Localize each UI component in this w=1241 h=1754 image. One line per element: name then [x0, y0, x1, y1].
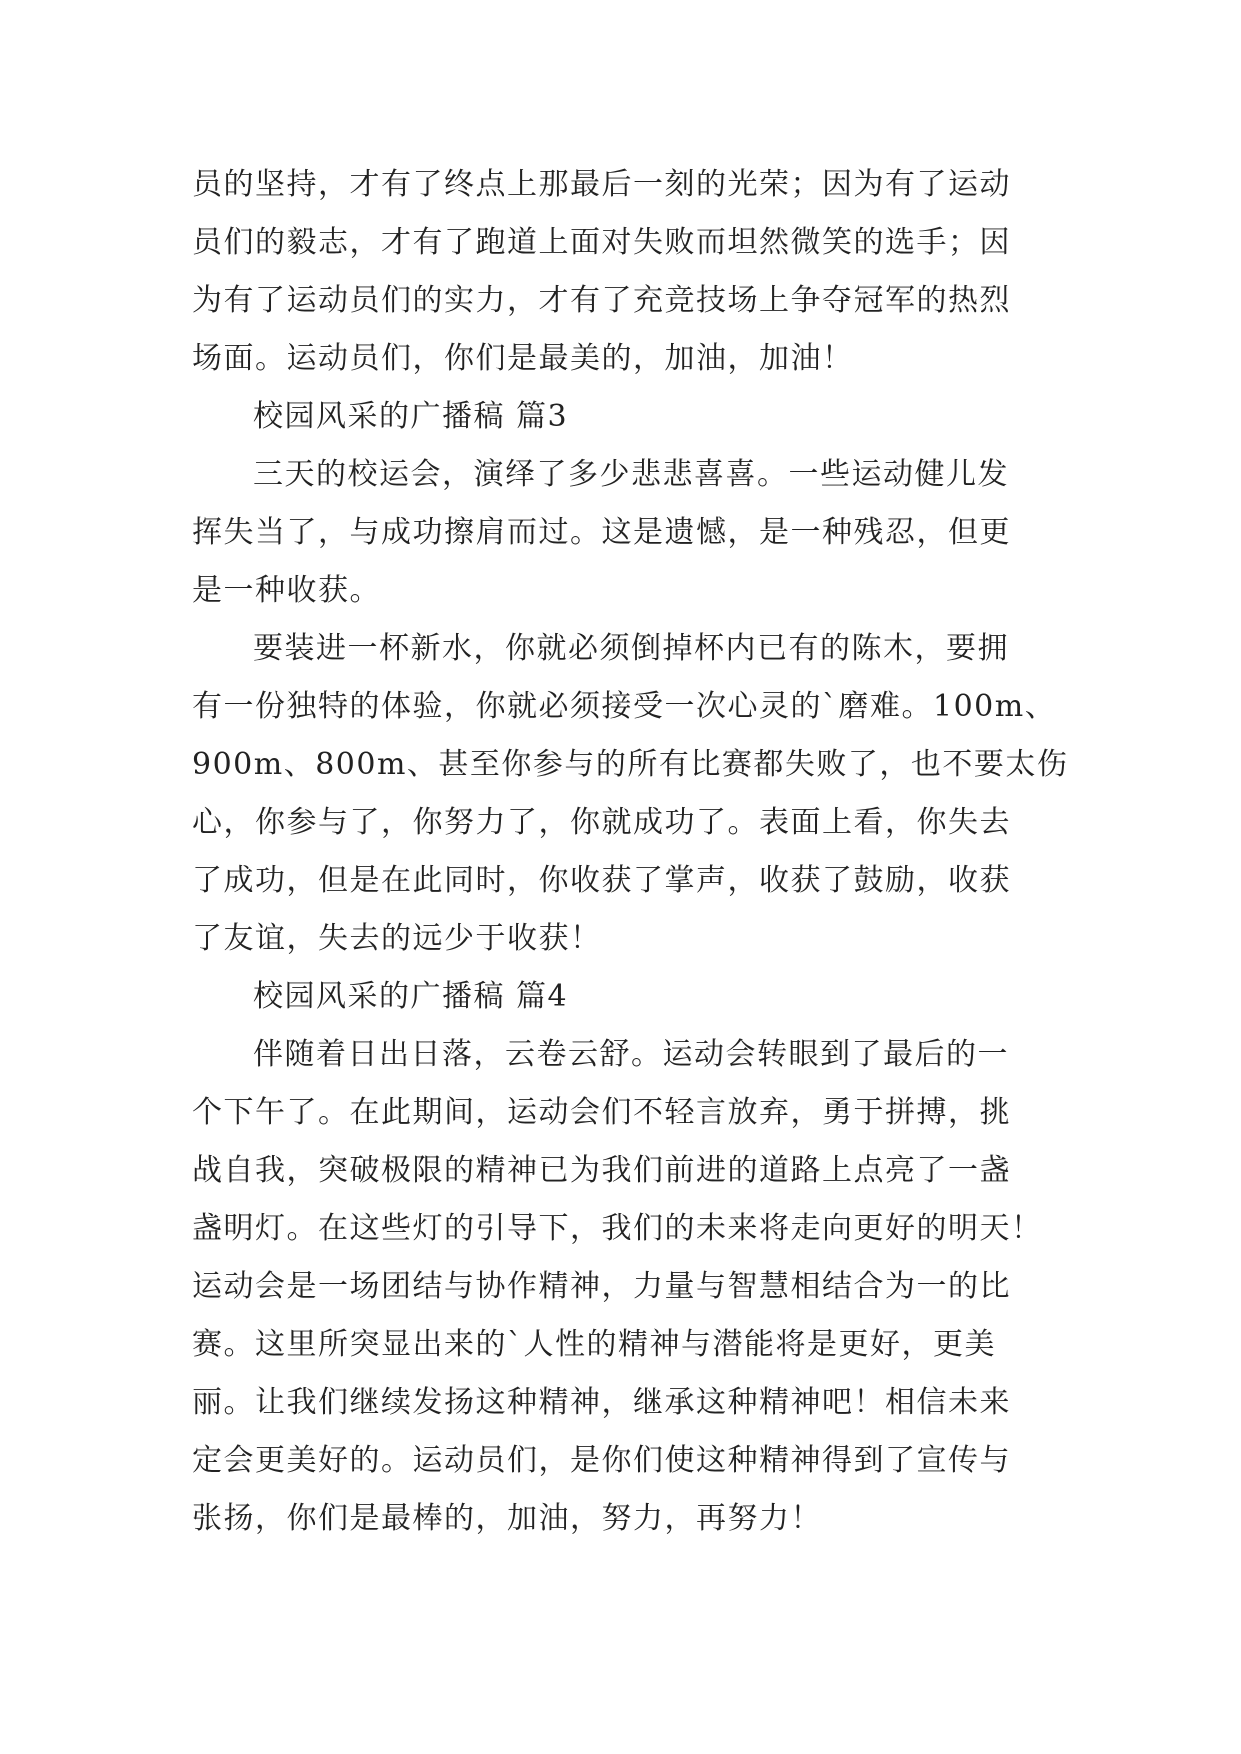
text-line: 要装进一杯新水，你就必须倒掉杯内已有的陈木，要拥 — [253, 631, 1009, 666]
text-line: 员的坚持，才有了终点上那最后一刻的光荣；因为有了运动 — [192, 167, 1011, 202]
text-line: 盏明灯。在这些灯的引导下，我们的未来将走向更好的明天！ — [192, 1211, 1043, 1246]
text-line: 为有了运动员们的实力，才有了充竞技场上争夺冠军的热烈 — [192, 283, 1011, 318]
section-heading: 校园风采的广播稿 篇4 — [253, 979, 569, 1014]
text-line: 是一种收获。 — [192, 573, 381, 608]
text-line: 赛。这里所突显出来的`人性的精神与潜能将是更好，更美 — [192, 1327, 996, 1362]
text-line: 场面。运动员们，你们是最美的，加油，加油！ — [192, 341, 854, 376]
text-line: 员们的毅志，才有了跑道上面对失败而坦然微笑的选手；因 — [192, 225, 1011, 260]
text-line: 战自我，突破极限的精神已为我们前进的道路上点亮了一盏 — [192, 1153, 1011, 1188]
text-line: 有一份独特的体验，你就必须接受一次心灵的`磨难。100m、 — [192, 689, 1057, 724]
text-line: 丽。让我们继续发扬这种精神，继承这种精神吧！相信未来 — [192, 1385, 1011, 1420]
text-line: 个下午了。在此期间，运动会们不轻言放弃，勇于拼搏，挑 — [192, 1095, 1011, 1130]
text-line: 900m、800m、甚至你参与的所有比赛都失败了，也不要太伤 — [192, 747, 1069, 782]
text-line: 伴随着日出日落，云卷云舒。运动会转眼到了最后的一 — [253, 1037, 1009, 1072]
text-line: 三天的校运会，演绎了多少悲悲喜喜。一些运动健儿发 — [253, 457, 1009, 492]
text-line: 了成功，但是在此同时，你收获了掌声，收获了鼓励，收获 — [192, 863, 1011, 898]
text-line: 运动会是一场团结与协作精神，力量与智慧相结合为一的比 — [192, 1269, 1011, 1304]
text-line: 挥失当了，与成功擦肩而过。这是遗憾，是一种残忍，但更 — [192, 515, 1011, 550]
text-line: 了友谊，失去的远少于收获！ — [192, 921, 602, 956]
section-heading: 校园风采的广播稿 篇3 — [253, 399, 569, 434]
text-line: 心，你参与了，你努力了，你就成功了。表面上看，你失去 — [192, 805, 1011, 840]
text-line: 定会更美好的。运动员们，是你们使这种精神得到了宣传与 — [192, 1443, 1011, 1478]
text-line: 张扬，你们是最棒的，加油，努力，再努力！ — [192, 1501, 822, 1536]
